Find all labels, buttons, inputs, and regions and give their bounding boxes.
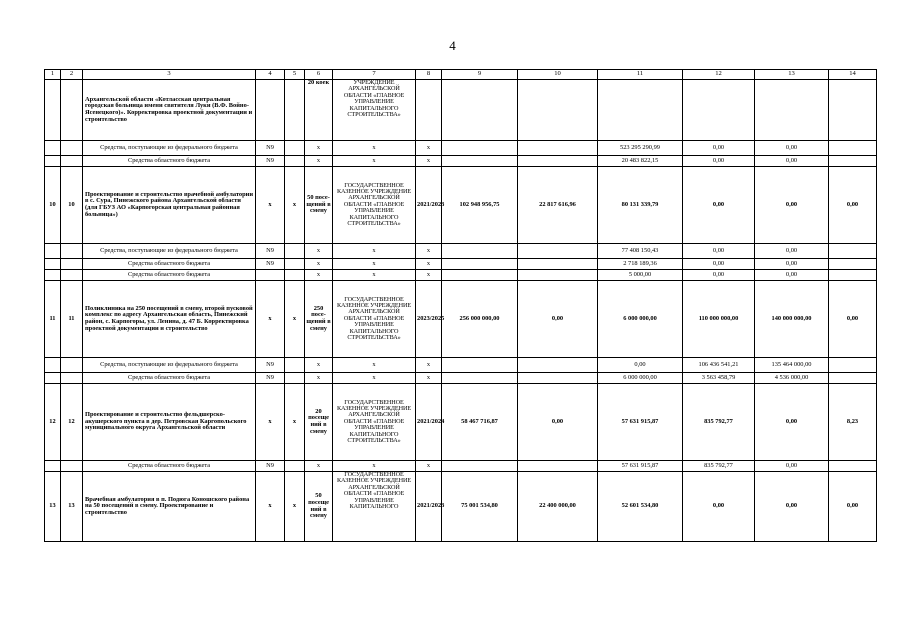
amount-cell: 0,00 — [755, 472, 829, 542]
header-cell: 1 — [45, 70, 61, 80]
amount-cell: 6 000 000,00 — [598, 281, 683, 358]
table-row — [45, 80, 877, 141]
x-cell: x — [416, 259, 442, 270]
object-description: Архангельской области «Котласская центральная городская больница имени святителя Луки (В.Ф. Войно-Ясенецкого)». Корректировка проектной документации и строительство — [83, 80, 256, 141]
amount-cell: 57 631 915,87 — [598, 384, 683, 461]
object-description: Врачебная амбулатория в п. Подюга Коношского района на 50 посещений в смену. Проектирование и строительство — [83, 472, 256, 542]
amount-cell: 5 000,00 — [598, 270, 683, 281]
object-description: Проектирование и строительство фельдшерско-акушерского пункта в дер. Петровская Каргопольского муниципального округа Архангельской области — [83, 384, 256, 461]
row-number: 10 — [45, 167, 61, 244]
amount-cell: 22 817 616,96 — [518, 167, 598, 244]
funding-source-label: Средства областного бюджета — [83, 156, 256, 167]
x-cell: x — [285, 281, 305, 358]
x-cell: x — [416, 270, 442, 281]
header-cell: 12 — [683, 70, 755, 80]
header-cell: 3 — [83, 70, 256, 80]
row-number: 11 — [45, 281, 61, 358]
row-number: 11 — [61, 281, 83, 358]
amount-cell: 0,00 — [683, 270, 755, 281]
funding-source-label: Средства, поступающие из федерального бюджета — [83, 244, 256, 259]
amount-cell: 8,23 — [829, 384, 877, 461]
amount-cell: 80 131 339,79 — [598, 167, 683, 244]
table-row — [45, 167, 877, 244]
x-cell: x — [305, 156, 333, 167]
x-cell: x — [333, 259, 416, 270]
capacity-cell: 50 посе-щений в смену — [305, 167, 333, 244]
code-cell: N9 — [256, 358, 285, 373]
table-row — [45, 259, 877, 270]
x-cell: x — [416, 244, 442, 259]
amount-cell: 75 001 534,80 — [442, 472, 518, 542]
amount-cell: 835 792,77 — [683, 461, 755, 472]
amount-cell: 58 467 716,87 — [442, 384, 518, 461]
organization-cell: ГОСУДАРСТВЕННОЕ КАЗЕННОЕ УЧРЕЖДЕНИЕ АРХАНГЕЛЬСКОЙ ОБЛАСТИ «ГЛАВНОЕ УПРАВЛЕНИЕ КАПИТАЛЬНОГО — [333, 472, 416, 542]
amount-cell: 0,00 — [598, 358, 683, 373]
table-row — [45, 472, 877, 542]
amount-cell: 0,00 — [683, 141, 755, 156]
amount-cell: 0,00 — [755, 270, 829, 281]
x-cell: x — [285, 472, 305, 542]
x-cell: x — [333, 270, 416, 281]
budget-table-sheet — [44, 69, 859, 542]
amount-cell: 22 400 000,00 — [518, 472, 598, 542]
amount-cell: 110 000 000,00 — [683, 281, 755, 358]
amount-cell: 77 408 150,43 — [598, 244, 683, 259]
x-cell: x — [333, 461, 416, 472]
amount-cell: 0,00 — [755, 244, 829, 259]
table-row — [45, 384, 877, 461]
amount-cell: 2 718 189,36 — [598, 259, 683, 270]
x-cell: x — [285, 167, 305, 244]
period-cell: 2021/2023 — [416, 472, 442, 542]
code-cell: N9 — [256, 156, 285, 167]
x-cell: x — [305, 373, 333, 384]
amount-cell: 0,00 — [683, 156, 755, 167]
object-description: Проектирование и строительство врачебной амбулатории в с. Сура, Пинежского района Архангельской области (для ГБУЗ АО «Карпогорская центральная районная больница») — [83, 167, 256, 244]
x-cell: x — [333, 373, 416, 384]
amount-cell: 0,00 — [829, 281, 877, 358]
amount-cell: 0,00 — [829, 472, 877, 542]
header-cell: 10 — [518, 70, 598, 80]
table-row — [45, 281, 877, 358]
header-cell: 9 — [442, 70, 518, 80]
table-row — [45, 270, 877, 281]
header-cell: 4 — [256, 70, 285, 80]
amount-cell: 835 792,77 — [683, 384, 755, 461]
code-cell: N9 — [256, 141, 285, 156]
header-cell: 11 — [598, 70, 683, 80]
period-cell: 2021/2024 — [416, 384, 442, 461]
funding-source-label: Средства областного бюджета — [83, 259, 256, 270]
table-row — [45, 373, 877, 384]
table-row — [45, 244, 877, 259]
amount-cell: 0,00 — [683, 167, 755, 244]
amount-cell: 0,00 — [755, 259, 829, 270]
funding-source-label: Средства областного бюджета — [83, 373, 256, 384]
amount-cell: 0,00 — [755, 167, 829, 244]
amount-cell: 3 563 458,79 — [683, 373, 755, 384]
code-cell: N9 — [256, 461, 285, 472]
header-cell: 8 — [416, 70, 442, 80]
period-cell: 2021/2023 — [416, 167, 442, 244]
amount-cell: 523 295 290,99 — [598, 141, 683, 156]
header-row — [45, 70, 877, 80]
header-cell: 6 — [305, 70, 333, 80]
funding-source-label: Средства, поступающие из федерального бюджета — [83, 358, 256, 373]
x-cell: x — [256, 472, 285, 542]
amount-cell: 135 464 000,00 — [755, 358, 829, 373]
code-cell: N9 — [256, 259, 285, 270]
header-cell: 2 — [61, 70, 83, 80]
capacity-cell: 50 посеще ний в смену — [305, 472, 333, 542]
x-cell: x — [416, 461, 442, 472]
organization-cell: ГОСУДАРСТВЕННОЕ КАЗЕННОЕ УЧРЕЖДЕНИЕ АРХАНГЕЛЬСКОЙ ОБЛАСТИ «ГЛАВНОЕ УПРАВЛЕНИЕ КАПИТАЛЬНОГО СТРОИТЕЛЬСТВА» — [333, 281, 416, 358]
organization-cell: ГОСУДАРСТВЕННОЕ КАЗЕННОЕ УЧРЕЖДЕНИЕ АРХАНГЕЛЬСКОЙ ОБЛАСТИ «ГЛАВНОЕ УПРАВЛЕНИЕ КАПИТАЛЬНОГО СТРОИТЕЛЬСТВА» — [333, 384, 416, 461]
x-cell: x — [305, 141, 333, 156]
x-cell: x — [256, 167, 285, 244]
amount-cell: 0,00 — [755, 156, 829, 167]
row-number: 13 — [61, 472, 83, 542]
x-cell: x — [333, 156, 416, 167]
row-number: 13 — [45, 472, 61, 542]
amount-cell: 102 948 956,75 — [442, 167, 518, 244]
amount-cell: 0,00 — [518, 384, 598, 461]
code-cell: N9 — [256, 244, 285, 259]
amount-cell: 0,00 — [683, 472, 755, 542]
x-cell: x — [256, 281, 285, 358]
x-cell: x — [305, 244, 333, 259]
x-cell: x — [416, 373, 442, 384]
organization-cell: ГОСУДАРСТВЕННОЕ КАЗЕННОЕ УЧРЕЖДЕНИЕ АРХАНГЕЛЬСКОЙ ОБЛАСТИ «ГЛАВНОЕ УПРАВЛЕНИЕ КАПИТАЛЬНОГО СТРОИТЕЛЬСТВА» — [333, 167, 416, 244]
x-cell: x — [416, 141, 442, 156]
page-number: 4 — [449, 38, 456, 53]
budget-table — [44, 69, 877, 542]
row-number: 10 — [61, 167, 83, 244]
x-cell: x — [305, 270, 333, 281]
table-row — [45, 141, 877, 156]
table-row — [45, 156, 877, 167]
amount-cell: 256 000 000,00 — [442, 281, 518, 358]
amount-cell: 0,00 — [829, 167, 877, 244]
funding-source-label: Средства областного бюджета — [83, 461, 256, 472]
x-cell: x — [416, 156, 442, 167]
amount-cell: 0,00 — [683, 244, 755, 259]
amount-cell: 0,00 — [755, 461, 829, 472]
header-cell: 5 — [285, 70, 305, 80]
x-cell: x — [305, 461, 333, 472]
header-cell: 13 — [755, 70, 829, 80]
row-number: 12 — [61, 384, 83, 461]
capacity-cell: 20 посеще ний в смену — [305, 384, 333, 461]
amount-cell: 52 601 534,80 — [598, 472, 683, 542]
organization-cell: УЧРЕЖДЕНИЕ АРХАНГЕЛЬСКОЙ ОБЛАСТИ «ГЛАВНОЕ УПРАВЛЕНИЕ КАПИТАЛЬНОГО СТРОИТЕЛЬСТВА» — [333, 80, 416, 141]
x-cell: x — [333, 244, 416, 259]
x-cell: x — [333, 358, 416, 373]
amount-cell: 4 536 000,00 — [755, 373, 829, 384]
period-cell: 2023/2025 — [416, 281, 442, 358]
x-cell: x — [256, 384, 285, 461]
header-cell: 14 — [829, 70, 877, 80]
funding-source-label: Средства, поступающие из федерального бюджета — [83, 141, 256, 156]
header-cell: 7 — [333, 70, 416, 80]
capacity-cell: 20 коек — [305, 80, 333, 141]
amount-cell: 0,00 — [755, 384, 829, 461]
x-cell: x — [416, 358, 442, 373]
amount-cell: 20 483 822,15 — [598, 156, 683, 167]
row-number: 12 — [45, 384, 61, 461]
amount-cell: 57 631 915,87 — [598, 461, 683, 472]
x-cell: x — [305, 259, 333, 270]
amount-cell: 0,00 — [683, 259, 755, 270]
x-cell: x — [285, 384, 305, 461]
x-cell: x — [333, 141, 416, 156]
amount-cell: 140 000 000,00 — [755, 281, 829, 358]
funding-source-label: Средства областного бюджета — [83, 270, 256, 281]
x-cell: x — [305, 358, 333, 373]
amount-cell: 106 436 541,21 — [683, 358, 755, 373]
table-row — [45, 461, 877, 472]
code-cell: N9 — [256, 373, 285, 384]
table-row — [45, 358, 877, 373]
capacity-cell: 250 посе-щений в смену — [305, 281, 333, 358]
amount-cell: 0,00 — [755, 141, 829, 156]
object-description: Поликлиника на 250 посещений в смену, второй пусковой комплекс по адресу Архангельская область, Пинежский район, с. Карпогоры, ул. Ленина, д. 47 Б. Корректировка проектной документации и строительство — [83, 281, 256, 358]
amount-cell: 0,00 — [518, 281, 598, 358]
amount-cell: 6 000 000,00 — [598, 373, 683, 384]
